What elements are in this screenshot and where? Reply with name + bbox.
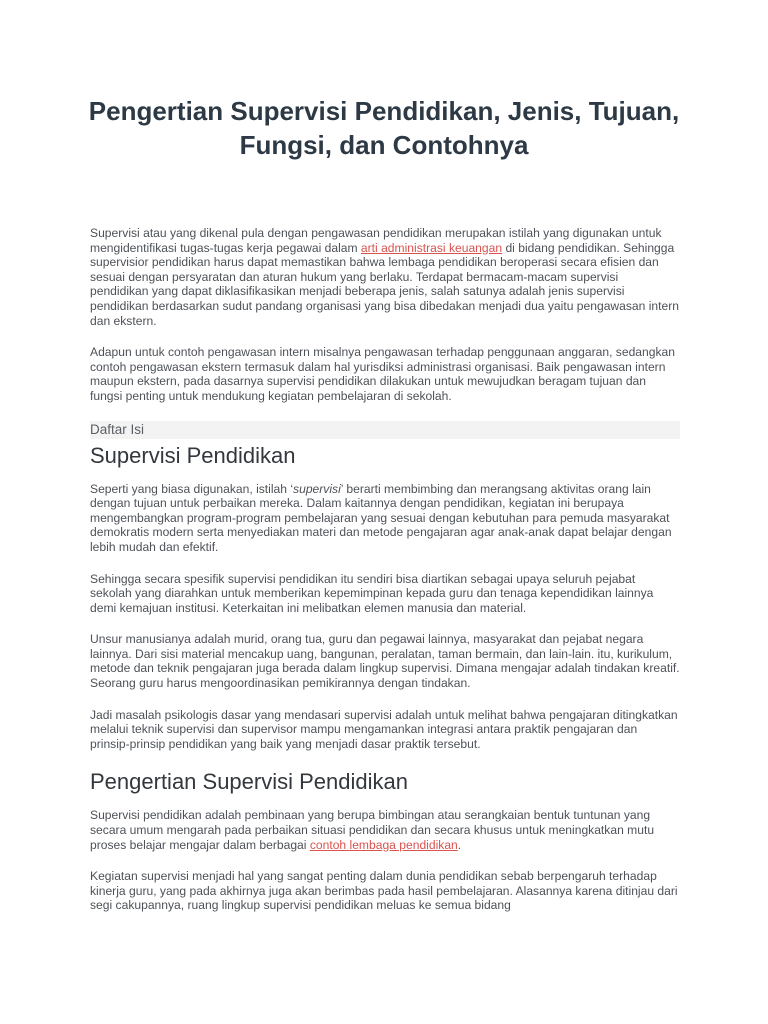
section1-p1-emphasis: supervisi [293,481,341,496]
section2-paragraph-2: Kegiatan supervisi menjadi hal yang sangat penting dalam dunia pendidikan sebab berpengaruh terhadap kinerja guru, yang pada akhirnya juga akan berimbas pada hasil pembelajaran. Alasannya karena ditinjau dari segi cakupannya, ruang lingkup supervisi pendidikan meluas ke semua bidang [90,869,678,913]
section2-p1-after: . [457,837,462,852]
article-body [90,226,680,930]
section1-p1-before: Seperti yang biasa digunakan, istilah ‘ [90,481,294,496]
section1-paragraph-4: Jadi masalah psikologis dasar yang mendasari supervisi adalah untuk melihat bahwa pengajaran ditingkatkan melalui teknik supervisi dan supervisor mampu mengamankan integrasi antara praktik pengajaran dan prinsip-prinsip pendidikan yang baik yang menjadi dasar praktik tersebut. [90,707,678,751]
intro-paragraph-2: Adapun untuk contoh pengawasan intern misalnya pengawasan terhadap penggunaan anggaran, sedangkan contoh pengawasan ekstern termasuk dalam hal yurisdiksi administrasi organisasi. Baik pengawasan intern maupun ekstern, pada dasarnya supervisi pendidikan dilakukan untuk mewujudkan beragam tujuan dan fungsi penting untuk mendukung kegiatan pembelajaran di sekolah. [90,345,675,403]
section2-paragraph-1 [90,808,680,852]
section1-paragraph-2: Sehingga secara spesifik supervisi pendidikan itu sendiri bisa diartikan sebagai upaya seluruh pejabat sekolah yang diarahkan untuk memberikan kepemimpinan kepada guru dan tenaga kependidikan lainnya demi kemajuan institusi. Keterkaitan ini melibatkan elemen manusia dan material. [90,571,654,615]
page-title: Pengertian Supervisi Pendidikan, Jenis, Tujuan, Fungsi, dan Contohnya [88,96,680,160]
section-heading-supervisi-pendidikan: Supervisi Pendidikan [90,442,296,468]
section1-paragraph-1 [90,482,680,555]
link-contoh-lembaga-pendidikan[interactable]: contoh lembaga pendidikan [309,837,458,852]
intro-text-before-link: Supervisi atau yang dikenal pula dengan pengawasan pendidikan merupakan istilah yang digunakan untuk mengidentifikasi tugas-tugas kerja pegawai dalam [90,226,662,255]
section-heading-pengertian-supervisi-pendidikan: Pengertian Supervisi Pendidikan [90,769,408,795]
section1-p1-after: ’ berarti membimbing dan merangsang aktivitas orang lain dengan tujuan untuk perbaikan mereka. Dalam kaitannya dengan pendidikan, kegiatan ini berupaya mengembangkan program-program pembelajaran yang sesuai dengan kebutuhan para pemuda masyarakat demokratis modern serta menyediakan materi dan metode pengajaran agar anak-anak dapat belajar dengan lebih mudah dan efektif. [90,481,672,554]
table-of-contents-toggle[interactable]: Daftar Isi [90,421,680,439]
section1-paragraph-3: Unsur manusianya adalah murid, orang tua, guru dan pegawai lainnya, masyarakat dan pejabat negara lainnya. Dari sisi material mencakup uang, bangunan, peralatan, taman bermain, dan lain-lain. itu, kurikulum, metode dan teknik pengajaran juga berada dalam lingkup supervisi. Dimana mengajar adalah tindakan kreatif. Seorang guru harus mengoordinasikan pemikirannya dengan tindakan. [90,632,680,691]
section2-p1-before: Supervisi pendidikan adalah pembinaan yang berupa bimbingan atau serangkaian bentuk tuntunan yang secara umum mengarah pada perbaikan situasi pendidikan dan secara khusus untuk meningkatkan mutu proses belajar mengajar dalam berbagai [90,808,655,852]
link-arti-administrasi-keuangan[interactable]: arti administrasi keuangan [360,240,503,255]
intro-text-after-link: di bidang pendidikan. Sehingga supervisior pendidikan harus dapat memastikan bahwa lembaga pendidikan beroperasi secara efisien dan sesuai dengan persyaratan dan aturan hukum yang berlaku. Terdapat bermacam-macam supervisi pendidikan yang dapat diklasifikasikan menjadi beberapa jenis, salah satunya adalah jenis supervisi pendidikan berdasarkan sudut pandang organisasi yang bisa dibedakan menjadi dua yaitu pengawasan intern dan ekstern. [90,240,679,328]
intro-paragraph-1 [90,226,680,328]
